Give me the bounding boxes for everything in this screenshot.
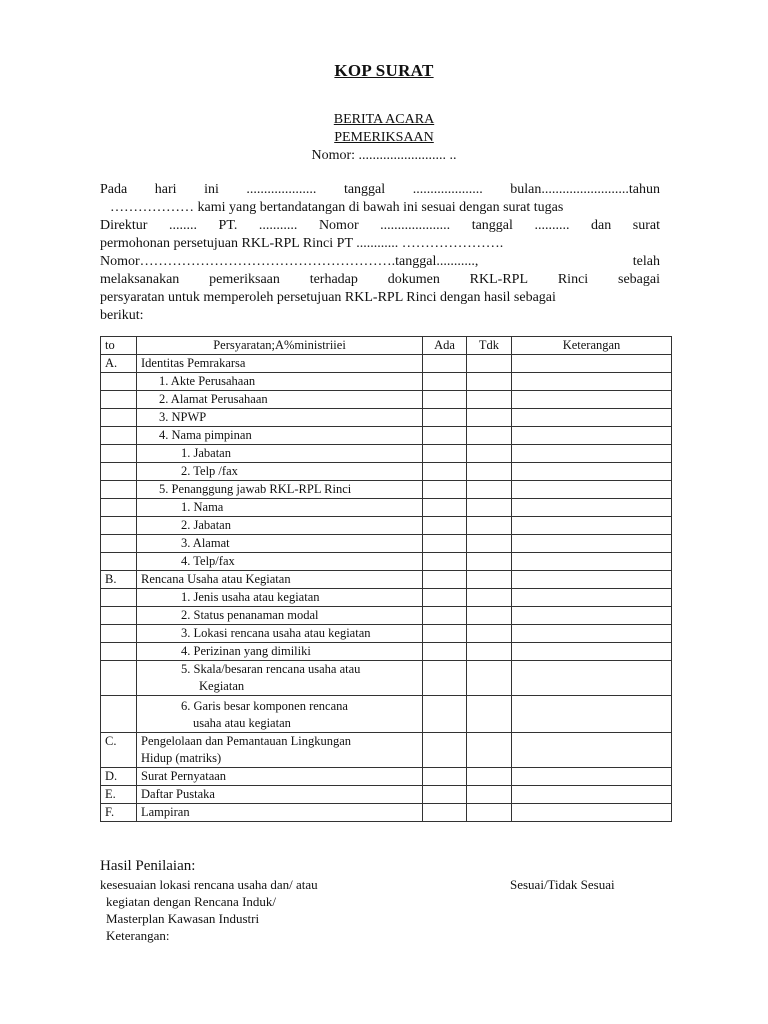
row-number: B. xyxy=(101,571,137,589)
table-row xyxy=(101,696,672,733)
table-row xyxy=(101,625,672,643)
row-number: A. xyxy=(101,355,137,373)
tdk-cell xyxy=(467,571,512,589)
row-number: E. xyxy=(101,786,137,804)
row-number xyxy=(101,661,137,696)
keterangan-cell xyxy=(512,589,672,607)
ada-cell xyxy=(423,499,467,517)
tdk-cell xyxy=(467,804,512,822)
keterangan-cell xyxy=(512,373,672,391)
tdk-cell xyxy=(467,643,512,661)
word: tanggal xyxy=(471,218,513,233)
tdk-cell xyxy=(467,553,512,571)
item-text: Identitas Pemrakarsa xyxy=(141,356,246,370)
item-text: 4. Perizinan yang dimiliki xyxy=(181,644,311,658)
letterhead-title: KOP SURAT xyxy=(334,61,434,80)
item-text: 5. Skala/besaran rencana usaha atau xyxy=(181,662,361,676)
row-item xyxy=(137,643,423,661)
tdk-cell xyxy=(467,625,512,643)
table-row xyxy=(101,661,672,696)
item-text: 1. Jenis usaha atau kegiatan xyxy=(181,590,320,604)
table-row xyxy=(101,517,672,535)
header-ada: Ada xyxy=(423,337,467,355)
word: tanggal xyxy=(343,182,386,197)
keterangan-cell xyxy=(512,427,672,445)
row-number: F. xyxy=(101,804,137,822)
line-text: ……………… kami yang bertandatangan di bawah ini sesuai dengan surat tugas xyxy=(110,200,564,215)
row-item xyxy=(137,786,423,804)
ada-cell xyxy=(423,786,467,804)
ada-cell xyxy=(423,355,467,373)
item-text-continued: usaha atau kegiatan xyxy=(193,716,291,730)
keterangan-cell xyxy=(512,481,672,499)
row-item xyxy=(137,733,423,768)
tdk-cell xyxy=(467,427,512,445)
document-title-line1: BERITA ACARA xyxy=(333,112,435,127)
table-row xyxy=(101,355,672,373)
paragraph-line-2 xyxy=(100,199,660,217)
table-row xyxy=(101,535,672,553)
ada-cell xyxy=(423,391,467,409)
keterangan-cell xyxy=(512,535,672,553)
document-title-line2: PEMERIKSAAN xyxy=(334,130,434,145)
table-row xyxy=(101,481,672,499)
tdk-cell xyxy=(467,373,512,391)
table-row xyxy=(101,571,672,589)
row-item xyxy=(137,391,423,409)
header-no: to xyxy=(101,337,137,355)
word: ........... xyxy=(258,218,298,233)
ada-cell xyxy=(423,607,467,625)
assessment-line-2: kegiatan dengan Rencana Induk/ xyxy=(106,894,277,909)
word: Rinci xyxy=(557,272,589,287)
item-text: 1. Jabatan xyxy=(181,446,231,460)
item-text: 2. Status penanaman modal xyxy=(181,608,319,622)
ada-cell xyxy=(423,571,467,589)
tdk-cell xyxy=(467,481,512,499)
row-number xyxy=(101,553,137,571)
ada-cell xyxy=(423,445,467,463)
table-row xyxy=(101,427,672,445)
table-row xyxy=(101,391,672,409)
item-text: Pengelolaan dan Pemantauan Lingkungan xyxy=(141,734,352,748)
keterangan-cell xyxy=(512,607,672,625)
item-text: Surat Pernyataan xyxy=(141,769,227,783)
row-item xyxy=(137,804,423,822)
item-text: 1. Akte Perusahaan xyxy=(159,374,256,388)
row-item xyxy=(137,517,423,535)
tdk-cell xyxy=(467,391,512,409)
ada-cell xyxy=(423,409,467,427)
item-text: 2. Telp /fax xyxy=(181,464,238,478)
tdk-cell xyxy=(467,607,512,625)
table-row xyxy=(101,499,672,517)
ada-cell xyxy=(423,768,467,786)
line-text: persyaratan untuk memperoleh persetujuan RKL-RPL Rinci dengan hasil sebagai xyxy=(100,290,556,305)
word: terhadap xyxy=(309,272,358,287)
item-text: Daftar Pustaka xyxy=(141,787,215,801)
item-text: 4. Nama pimpinan xyxy=(159,428,252,442)
header-requirements: Persyaratan;A%ministriiei xyxy=(137,337,423,355)
item-text-continued: Kegiatan xyxy=(199,679,245,693)
keterangan-cell xyxy=(512,643,672,661)
row-item xyxy=(137,409,423,427)
table-row xyxy=(101,445,672,463)
line-text: Nomor……………………………………………….tanggal..........., xyxy=(100,254,479,269)
row-number xyxy=(101,517,137,535)
row-item xyxy=(137,499,423,517)
word: pemeriksaan xyxy=(209,272,280,287)
tdk-cell xyxy=(467,355,512,373)
item-text-continued: Hidup (matriks) xyxy=(141,751,222,765)
table-row xyxy=(101,733,672,768)
row-number xyxy=(101,625,137,643)
word: .................... xyxy=(246,182,317,197)
tdk-cell xyxy=(467,786,512,804)
tdk-cell xyxy=(467,661,512,696)
table-row xyxy=(101,373,672,391)
keterangan-cell xyxy=(512,768,672,786)
item-text: Lampiran xyxy=(141,805,190,819)
ada-cell xyxy=(423,553,467,571)
ada-cell xyxy=(423,643,467,661)
ada-cell xyxy=(423,733,467,768)
word: hari xyxy=(154,182,177,197)
keterangan-cell xyxy=(512,786,672,804)
table-row xyxy=(101,589,672,607)
ada-cell xyxy=(423,589,467,607)
paragraph-line-4 xyxy=(100,235,660,253)
table-row xyxy=(101,607,672,625)
ada-cell xyxy=(423,625,467,643)
ada-cell xyxy=(423,427,467,445)
item-text: 6. Garis besar komponen rencana xyxy=(181,699,348,713)
row-number xyxy=(101,696,137,733)
word: ........ xyxy=(168,218,197,233)
keterangan-cell xyxy=(512,409,672,427)
keterangan-cell xyxy=(512,517,672,535)
item-text: 3. NPWP xyxy=(159,410,207,424)
keterangan-cell xyxy=(512,571,672,589)
ada-cell xyxy=(423,661,467,696)
row-number xyxy=(101,607,137,625)
line-text: permohonan persetujuan RKL-RPL Rinci PT ............ …………………. xyxy=(100,236,504,251)
word: surat xyxy=(632,218,660,233)
item-text: Rencana Usaha atau Kegiatan xyxy=(141,572,291,586)
tdk-cell xyxy=(467,445,512,463)
row-item xyxy=(137,355,423,373)
table-row xyxy=(101,409,672,427)
keterangan-cell xyxy=(512,733,672,768)
keterangan-cell xyxy=(512,391,672,409)
row-number xyxy=(101,391,137,409)
paragraph-line-3 xyxy=(100,217,660,235)
assessment-result-options: Sesuai/Tidak Sesuai xyxy=(510,877,615,892)
assessment-notes-label: Keterangan: xyxy=(106,928,170,943)
word: melaksanakan xyxy=(100,272,180,287)
row-item xyxy=(137,661,423,696)
word: dan xyxy=(591,218,612,233)
item-text: 5. Penanggung jawab RKL-RPL Rinci xyxy=(159,482,352,496)
keterangan-cell xyxy=(512,696,672,733)
word: bulan.........................tahun xyxy=(510,182,660,197)
paragraph-line-6 xyxy=(100,271,660,289)
requirements-table xyxy=(100,336,672,822)
tdk-cell xyxy=(467,463,512,481)
word: RKL-RPL xyxy=(469,272,529,287)
row-item xyxy=(137,463,423,481)
paragraph-line-7 xyxy=(100,289,660,307)
row-item xyxy=(137,607,423,625)
row-item xyxy=(137,481,423,499)
keterangan-cell xyxy=(512,625,672,643)
row-number xyxy=(101,499,137,517)
row-item xyxy=(137,427,423,445)
row-number xyxy=(101,373,137,391)
ada-cell xyxy=(423,463,467,481)
keterangan-cell xyxy=(512,804,672,822)
header-tdk: Tdk xyxy=(467,337,512,355)
ada-cell xyxy=(423,535,467,553)
word: .................... xyxy=(412,182,483,197)
row-item xyxy=(137,696,423,733)
ada-cell xyxy=(423,804,467,822)
row-number xyxy=(101,445,137,463)
row-item xyxy=(137,535,423,553)
keterangan-cell xyxy=(512,463,672,481)
row-item xyxy=(137,445,423,463)
row-item xyxy=(137,571,423,589)
tdk-cell xyxy=(467,517,512,535)
item-text: 3. Alamat xyxy=(181,536,230,550)
row-number xyxy=(101,643,137,661)
row-number: D. xyxy=(101,768,137,786)
keterangan-cell xyxy=(512,553,672,571)
table-row xyxy=(101,643,672,661)
table-row xyxy=(101,553,672,571)
word: .......... xyxy=(534,218,570,233)
row-item xyxy=(137,553,423,571)
ada-cell xyxy=(423,696,467,733)
tdk-cell xyxy=(467,499,512,517)
tdk-cell xyxy=(467,696,512,733)
item-text: 2. Alamat Perusahaan xyxy=(159,392,268,406)
item-text: 3. Lokasi rencana usaha atau kegiatan xyxy=(181,626,371,640)
ada-cell xyxy=(423,481,467,499)
row-number: C. xyxy=(101,733,137,768)
item-text: 2. Jabatan xyxy=(181,518,231,532)
tdk-cell xyxy=(467,589,512,607)
word: PT. xyxy=(218,218,238,233)
keterangan-cell xyxy=(512,445,672,463)
row-number xyxy=(101,427,137,445)
table-row xyxy=(101,786,672,804)
word: sebagai xyxy=(618,272,660,287)
table-row xyxy=(101,463,672,481)
paragraph-line-8 xyxy=(100,307,660,325)
row-number xyxy=(101,535,137,553)
line-text: berikut: xyxy=(100,308,144,323)
table-header-row xyxy=(101,337,672,355)
tdk-cell xyxy=(467,733,512,768)
ada-cell xyxy=(423,373,467,391)
tdk-cell xyxy=(467,409,512,427)
row-item xyxy=(137,373,423,391)
word: Direktur xyxy=(100,218,148,233)
keterangan-cell xyxy=(512,661,672,696)
paragraph-line-1 xyxy=(100,181,660,199)
item-text: 4. Telp/fax xyxy=(181,554,235,568)
paragraph-line-5 xyxy=(100,253,660,271)
word: telah xyxy=(632,254,660,269)
keterangan-cell xyxy=(512,499,672,517)
word: Pada xyxy=(100,182,128,197)
header-keterangan: Keterangan xyxy=(512,337,672,355)
row-item xyxy=(137,589,423,607)
assessment-line-1: kesesuaian lokasi rencana usaha dan/ atau xyxy=(100,877,318,892)
word: Nomor xyxy=(318,218,359,233)
item-text: 1. Nama xyxy=(181,500,224,514)
table-row xyxy=(101,804,672,822)
row-number xyxy=(101,589,137,607)
keterangan-cell xyxy=(512,355,672,373)
word: ini xyxy=(204,182,219,197)
assessment-line-3: Masterplan Kawasan Industri xyxy=(106,911,260,926)
ada-cell xyxy=(423,517,467,535)
word: dokumen xyxy=(387,272,440,287)
document-number: Nomor: ......................... .. xyxy=(311,148,457,163)
row-item xyxy=(137,625,423,643)
tdk-cell xyxy=(467,768,512,786)
opening-paragraph xyxy=(100,181,660,325)
row-number xyxy=(101,409,137,427)
row-number xyxy=(101,481,137,499)
assessment-result-title: Hasil Penilaian: xyxy=(100,858,196,874)
tdk-cell xyxy=(467,535,512,553)
word: .................... xyxy=(380,218,451,233)
table-row xyxy=(101,768,672,786)
row-number xyxy=(101,463,137,481)
row-item xyxy=(137,768,423,786)
